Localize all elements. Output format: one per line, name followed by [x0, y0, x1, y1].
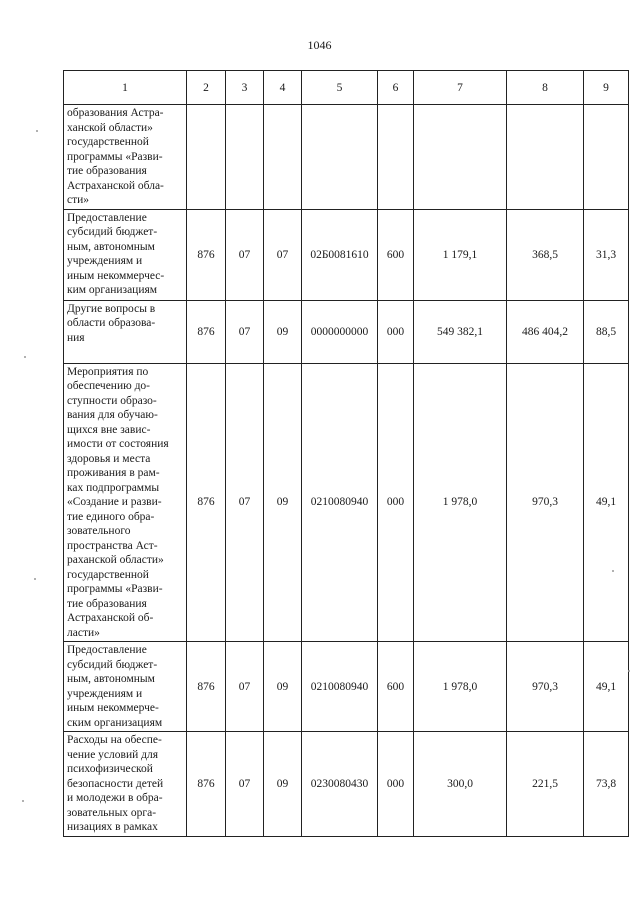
percent-cell: 49,1	[584, 642, 629, 732]
admin-code-cell: 876	[187, 363, 226, 642]
description-line: ния	[67, 331, 85, 344]
description-line: низациях в рамках	[67, 821, 158, 833]
description-line: раханской области»	[67, 554, 164, 566]
expense-type-cell: 000	[378, 732, 414, 837]
description-line: иным некоммерче-	[67, 702, 159, 714]
expense-type-cell: 000	[378, 300, 414, 363]
table-row	[64, 209, 629, 300]
table-row	[64, 642, 629, 732]
admin-code-cell	[187, 105, 226, 210]
description-line: сти»	[67, 194, 90, 206]
description-line: тие образования	[67, 597, 147, 610]
description-line: учреждениям и	[67, 255, 143, 267]
expense-type-cell: 000	[378, 363, 414, 642]
header-cell: 4	[264, 71, 302, 105]
row-description	[64, 209, 187, 300]
table-row	[64, 732, 629, 837]
description-line: Расходы на обеспе-	[67, 734, 162, 746]
section-cell	[226, 105, 264, 210]
description-line: обеспечению до-	[67, 380, 151, 392]
scan-speck	[24, 356, 26, 358]
header-cell: 9	[584, 71, 629, 105]
description-line: Астраханской об-	[67, 612, 154, 624]
description-line: ласти»	[67, 626, 100, 639]
section-cell: 07	[226, 300, 264, 363]
description-line: Мероприятия по	[67, 365, 149, 378]
target-article-cell: 0210080940	[302, 642, 378, 732]
description-line: Другие вопросы в	[67, 302, 156, 315]
description-line: области образова-	[67, 317, 156, 329]
description-line: государственной	[67, 136, 149, 148]
admin-code-cell: 876	[187, 209, 226, 300]
description-line: субсидий бюджет-	[67, 226, 158, 238]
header-cell: 5	[302, 71, 378, 105]
description-line: учреждениям и	[67, 687, 143, 700]
admin-code-cell: 876	[187, 300, 226, 363]
description-line: зовательного	[67, 525, 131, 537]
description-line: чение условий для	[67, 748, 159, 761]
description-line: зовательных орга-	[67, 806, 157, 819]
description-line: иным некоммерчес-	[67, 269, 165, 282]
target-article-cell: 0000000000	[302, 300, 378, 363]
section-cell: 07	[226, 209, 264, 300]
description-line: ным, автономным	[67, 240, 155, 253]
approved-amount-cell	[414, 105, 507, 210]
percent-cell: 73,8	[584, 732, 629, 837]
admin-code-cell: 876	[187, 732, 226, 837]
percent-cell: 88,5	[584, 300, 629, 363]
description-line: ным, автономным	[67, 673, 155, 685]
description-line: ским организациям	[67, 716, 163, 729]
description-line: Предоставление	[67, 211, 147, 224]
description-line: психофизической	[67, 763, 153, 775]
subsection-cell: 09	[264, 642, 302, 732]
executed-amount-cell: 970,3	[507, 642, 584, 732]
executed-amount-cell: 970,3	[507, 363, 584, 642]
header-row	[64, 71, 629, 105]
scan-speck	[34, 578, 36, 580]
description-line: пространства Аст-	[67, 539, 158, 552]
budget-table	[63, 70, 629, 837]
row-description	[64, 732, 187, 837]
section-cell: 07	[226, 642, 264, 732]
row-description	[64, 105, 187, 210]
expense-type-cell: 600	[378, 642, 414, 732]
scan-speck	[22, 800, 24, 802]
approved-amount-cell: 1 978,0	[414, 363, 507, 642]
description-line: ках подпрограммы	[67, 481, 160, 494]
approved-amount-cell: 1 978,0	[414, 642, 507, 732]
description-line: государственной	[67, 568, 149, 581]
approved-amount-cell: 549 382,1	[414, 300, 507, 363]
section-cell: 07	[226, 732, 264, 837]
subsection-cell: 09	[264, 300, 302, 363]
subsection-cell: 07	[264, 209, 302, 300]
description-line: Астраханской обла-	[67, 179, 164, 192]
target-article-cell: 0210080940	[302, 363, 378, 642]
admin-code-cell: 876	[187, 642, 226, 732]
subsection-cell	[264, 105, 302, 210]
percent-cell: 31,3	[584, 209, 629, 300]
description-line: щихся вне завис-	[67, 423, 151, 436]
description-line: и молодежи в обра-	[67, 792, 163, 804]
description-line: вания для обучаю-	[67, 409, 158, 421]
description-line: безопасности детей	[67, 777, 164, 790]
page-number: 1046	[307, 38, 332, 52]
description-line: ким организациям	[67, 284, 158, 296]
row-description	[64, 642, 187, 732]
header-cell: 6	[378, 71, 414, 105]
description-line: имости от состояния	[67, 438, 169, 450]
table-row	[64, 363, 629, 642]
header-cell: 7	[414, 71, 507, 105]
description-line: образования Астра-	[67, 107, 164, 119]
scan-speck	[612, 570, 614, 572]
subsection-cell: 09	[264, 363, 302, 642]
subsection-cell: 09	[264, 732, 302, 837]
section-cell: 07	[226, 363, 264, 642]
target-article-cell	[302, 105, 378, 210]
approved-amount-cell: 1 179,1	[414, 209, 507, 300]
scan-speck	[36, 130, 38, 132]
scan-speck	[628, 670, 630, 672]
description-line: «Создание и разви-	[67, 496, 162, 508]
table-row	[64, 300, 629, 363]
description-line: программы «Разви-	[67, 150, 163, 163]
header-cell: 3	[226, 71, 264, 105]
executed-amount-cell: 486 404,2	[507, 300, 584, 363]
executed-amount-cell	[507, 105, 584, 210]
approved-amount-cell: 300,0	[414, 732, 507, 837]
description-line: тие единого обра-	[67, 510, 155, 523]
description-line: здоровья и места	[67, 452, 151, 465]
description-line: Предоставление	[67, 644, 147, 656]
percent-cell: 49,1	[584, 363, 629, 642]
executed-amount-cell: 368,5	[507, 209, 584, 300]
expense-type-cell: 600	[378, 209, 414, 300]
target-article-cell: 02Б0081610	[302, 209, 378, 300]
header-cell: 8	[507, 71, 584, 105]
header-cell: 2	[187, 71, 226, 105]
table-row	[64, 105, 629, 210]
description-line: ступности образо-	[67, 394, 157, 407]
description-line: программы «Разви-	[67, 583, 163, 595]
description-line: проживания в рам-	[67, 467, 160, 479]
percent-cell	[584, 105, 629, 210]
executed-amount-cell: 221,5	[507, 732, 584, 837]
row-description	[64, 300, 187, 363]
row-description	[64, 363, 187, 642]
description-line: ханской области»	[67, 121, 153, 134]
description-line: тие образования	[67, 165, 147, 177]
header-cell: 1	[64, 71, 187, 105]
expense-type-cell	[378, 105, 414, 210]
description-line: субсидий бюджет-	[67, 658, 158, 671]
target-article-cell: 0230080430	[302, 732, 378, 837]
